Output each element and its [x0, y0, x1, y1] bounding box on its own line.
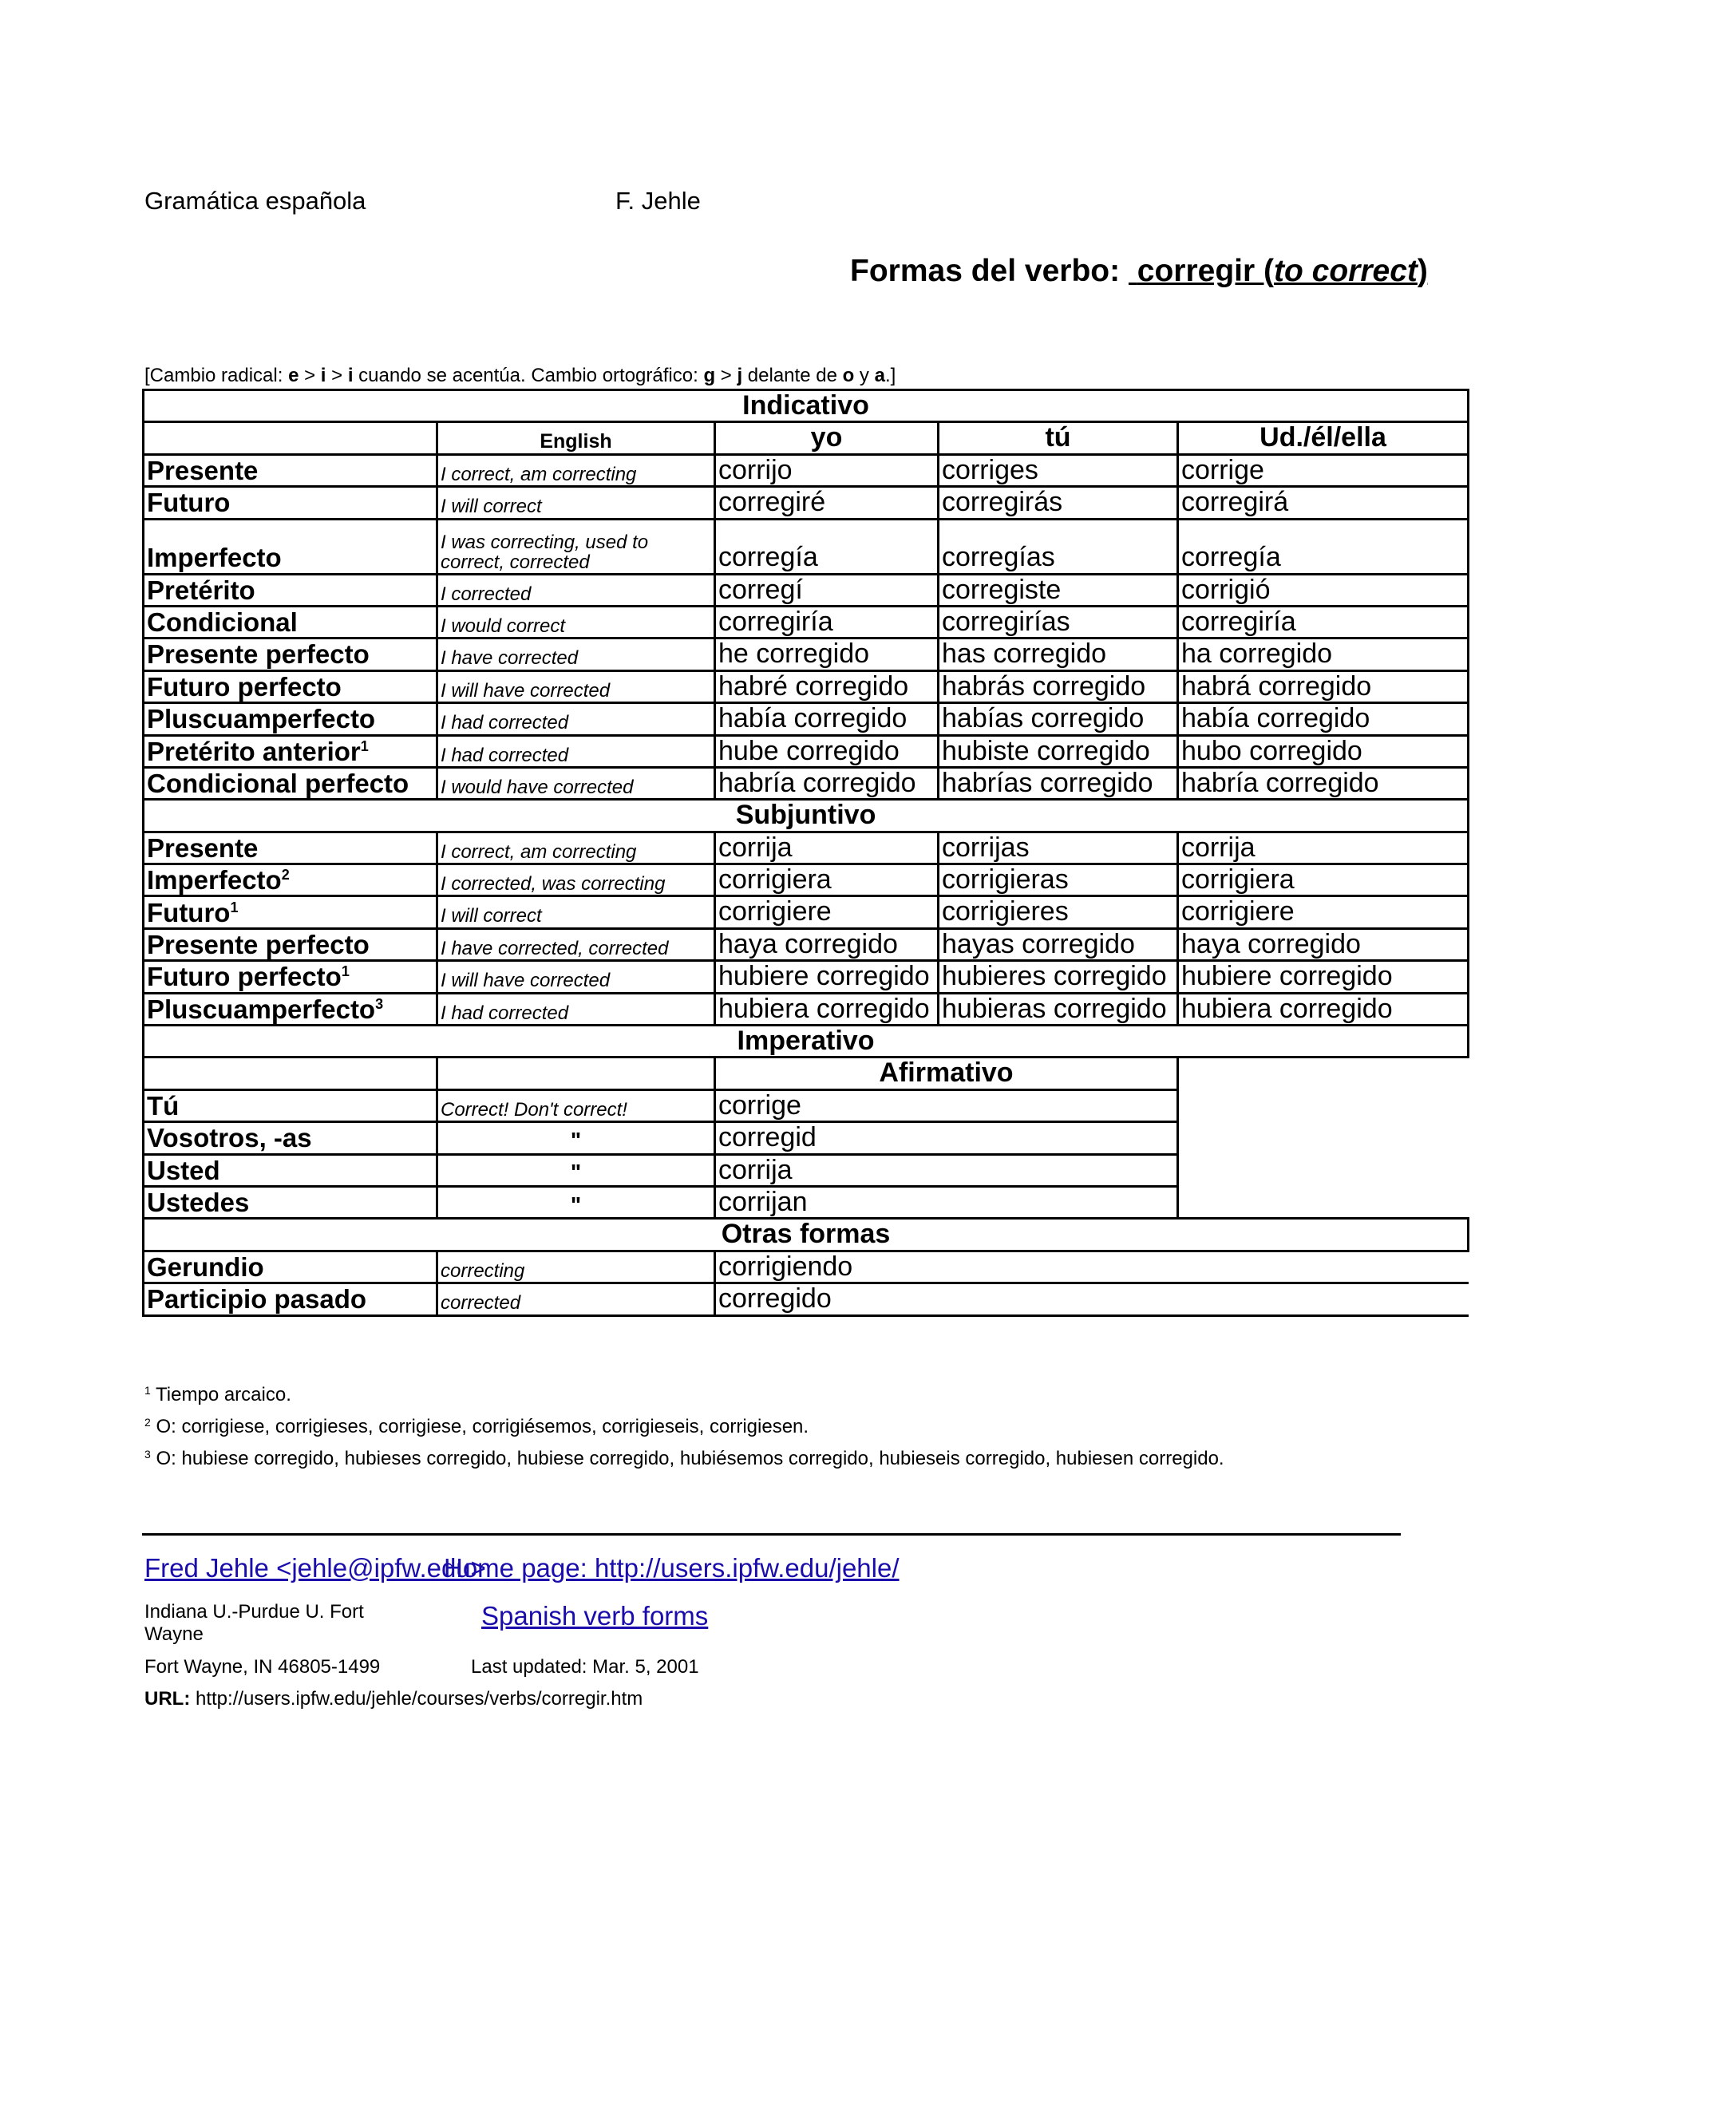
footnote-ref: 1: [360, 737, 369, 754]
english-translation: I had corrected: [437, 703, 715, 735]
note-bold: g: [703, 365, 716, 386]
table-row: [144, 993, 1469, 1025]
table-row: [144, 1089, 1469, 1121]
institution-name: Indiana U.-Purdue U. Fort Wayne: [144, 1601, 364, 1645]
title-verb: [1129, 254, 1428, 288]
tense-name: Condicional perfecto: [147, 769, 409, 798]
form-ud: corrigiera: [1178, 864, 1469, 896]
form-yo: había corregido: [715, 703, 939, 735]
city-address: Fort Wayne, IN 46805-1499: [144, 1656, 381, 1678]
url-value: http://users.ipfw.edu/jehle/courses/verbs/corregir.htm: [190, 1688, 643, 1710]
english-translation: I correct, am correcting: [437, 454, 715, 486]
form-ud: corrigiere: [1178, 896, 1469, 928]
form-yo: habría corregido: [715, 767, 939, 799]
indicativo-header-row: [144, 390, 1469, 422]
tense-label: [144, 832, 437, 864]
title-prefix: Formas del verbo:: [850, 254, 1121, 288]
form-yo: corregí: [715, 574, 939, 606]
form-ud: hubiere corregido: [1178, 961, 1469, 993]
form-name: Gerundio: [144, 1251, 437, 1283]
note-text: .]: [884, 365, 896, 386]
last-updated: Last updated: Mar. 5, 2001: [471, 1656, 699, 1678]
footer-divider: [142, 1533, 1401, 1536]
table-row: [144, 1251, 1469, 1283]
imperative-form: corrija: [715, 1154, 1178, 1186]
tense-name: Presente: [147, 455, 259, 485]
english-translation: I had corrected: [437, 735, 715, 767]
table-row: [144, 1283, 1469, 1315]
table-row: [144, 606, 1469, 638]
table-row: [144, 864, 1469, 896]
table-row: [144, 519, 1469, 574]
english-translation: corrected: [437, 1283, 715, 1315]
section-imperativo-row: [144, 1026, 1469, 1058]
title-meaning: to correct: [1274, 254, 1418, 288]
form-tu: corrigieras: [939, 864, 1178, 896]
section-otras-formas-row: [144, 1219, 1469, 1251]
form-tu: habías corregido: [939, 703, 1178, 735]
tense-label: [144, 487, 437, 519]
form-tu: corregirías: [939, 606, 1178, 638]
form-tu: habrías corregido: [939, 767, 1178, 799]
tense-label: [144, 574, 437, 606]
imperative-form: corregid: [715, 1122, 1178, 1154]
tense-label: [144, 993, 437, 1025]
column-header-yo: yo: [715, 422, 939, 454]
blank-cell: [144, 1058, 437, 1089]
form-ud: hubo corregido: [1178, 735, 1469, 767]
table-row: [144, 703, 1469, 735]
form-yo: hubiere corregido: [715, 961, 939, 993]
tense-name: Futuro perfecto: [147, 671, 342, 702]
tense-name: Futuro perfecto: [147, 962, 342, 992]
form-yo: corrija: [715, 832, 939, 864]
form-yo: corrigiere: [715, 896, 939, 928]
note-bold: i: [347, 365, 354, 386]
blank-cell: [1178, 1154, 1469, 1186]
imperative-form: corrijan: [715, 1186, 1178, 1218]
form-ud: corregirá: [1178, 487, 1469, 519]
footnote-2: [144, 1416, 809, 1438]
english-translation: I would have corrected: [437, 767, 715, 799]
english-translation: Correct! Don't correct!: [437, 1089, 715, 1121]
imperative-person: Tú: [144, 1089, 437, 1121]
afirmativo-header-row: [144, 1058, 1469, 1089]
tense-label: [144, 519, 437, 574]
tense-name: Futuro: [147, 897, 231, 927]
table-row: [144, 574, 1469, 606]
form-ud: corrija: [1178, 832, 1469, 864]
author-name: F. Jehle: [615, 187, 701, 215]
tense-name: Presente: [147, 832, 259, 863]
table-row: [144, 454, 1469, 486]
form-ud: corrige: [1178, 454, 1469, 486]
footnote-mark: 3: [144, 1448, 151, 1461]
form-yo: he corregido: [715, 638, 939, 670]
form-yo: hube corregido: [715, 735, 939, 767]
section-subjuntivo: Subjuntivo: [144, 800, 1469, 832]
blank-cell: [1178, 1058, 1469, 1089]
email-link[interactable]: Fred Jehle <jehle@ipfw.edu>: [144, 1553, 486, 1583]
note-bold: o: [842, 365, 855, 386]
tense-name: Pluscuamperfecto: [147, 994, 376, 1024]
imperative-person: Vosotros, -as: [144, 1122, 437, 1154]
imperative-form: corrige: [715, 1089, 1178, 1121]
form-ud: corregiría: [1178, 606, 1469, 638]
imperative-person: Ustedes: [144, 1186, 437, 1218]
form-ud: había corregido: [1178, 703, 1469, 735]
english-translation: I corrected, was correcting: [437, 864, 715, 896]
form-tu: hubiste corregido: [939, 735, 1178, 767]
english-translation: ": [437, 1122, 715, 1154]
tense-label: [144, 454, 437, 486]
table-row: [144, 767, 1469, 799]
column-header-row: [144, 422, 1469, 454]
note-bold: a: [874, 365, 885, 386]
english-translation: correcting: [437, 1251, 715, 1283]
blank-cell: [1178, 1186, 1469, 1218]
form-ud: hubiera corregido: [1178, 993, 1469, 1025]
english-translation: I was correcting, used to correct, corrected: [437, 519, 715, 574]
english-translation: I have corrected: [437, 638, 715, 670]
english-translation: I will correct: [437, 487, 715, 519]
form-ud: habría corregido: [1178, 767, 1469, 799]
tense-label: [144, 961, 437, 993]
tense-label: [144, 703, 437, 735]
note-text: delante de: [742, 365, 843, 386]
table-row: [144, 1154, 1469, 1186]
tense-label: [144, 606, 437, 638]
form-tu: has corregido: [939, 638, 1178, 670]
form-tu: corriges: [939, 454, 1178, 486]
tense-label: [144, 735, 437, 767]
radical-change-note: [144, 365, 896, 387]
form-tu: corregiste: [939, 574, 1178, 606]
blank-cell: [1178, 1122, 1469, 1154]
table-row: [144, 487, 1469, 519]
english-translation: ": [437, 1154, 715, 1186]
column-header-tu: tú: [939, 422, 1178, 454]
tense-name: Condicional: [147, 607, 298, 638]
tense-label: [144, 670, 437, 702]
section-otras-formas: Otras formas: [144, 1219, 1469, 1251]
title-suffix: ): [1417, 254, 1428, 288]
english-translation: I have corrected, corrected: [437, 928, 715, 960]
tense-label: [144, 928, 437, 960]
english-translation: I will have corrected: [437, 961, 715, 993]
footnote-ref: 1: [230, 899, 239, 915]
url-label: URL:: [144, 1688, 191, 1710]
note-text: cuando se acentúa. Cambio ortográfico:: [353, 365, 704, 386]
form-tu: habrás corregido: [939, 670, 1178, 702]
english-translation: I will correct: [437, 896, 715, 928]
form-yo: corrigiera: [715, 864, 939, 896]
form-yo: corrijo: [715, 454, 939, 486]
form-yo: habré corregido: [715, 670, 939, 702]
footnote-text: Tiempo arcaico.: [150, 1384, 291, 1405]
note-bold: j: [737, 365, 743, 386]
conjugation-table-body: [144, 390, 1469, 1316]
column-header-english: English: [437, 422, 715, 454]
table-row: [144, 735, 1469, 767]
column-header-afirmativo: Afirmativo: [715, 1058, 1178, 1089]
form-ud: haya corregido: [1178, 928, 1469, 960]
form-ud: habrá corregido: [1178, 670, 1469, 702]
tense-name: Pretérito anterior: [147, 736, 361, 766]
course-title: Gramática española: [144, 187, 366, 215]
english-translation: I had corrected: [437, 993, 715, 1025]
note-bold: i: [320, 365, 326, 386]
english-translation: I corrected: [437, 574, 715, 606]
english-translation: ": [437, 1186, 715, 1218]
form-ud: corrigió: [1178, 574, 1469, 606]
imperative-person: Usted: [144, 1154, 437, 1186]
table-row: [144, 1122, 1469, 1154]
tense-label: [144, 864, 437, 896]
form-tu: hubieras corregido: [939, 993, 1178, 1025]
note-text: >: [326, 365, 348, 386]
table-row: [144, 638, 1469, 670]
conjugation-table-wrapper: [142, 389, 1401, 1353]
table-row: [144, 670, 1469, 702]
conjugation-table: [142, 389, 1469, 1317]
home-page-link[interactable]: Home page: http://users.ipfw.edu/jehle/: [444, 1553, 900, 1583]
footnote-3: [144, 1448, 1224, 1470]
note-text: y: [854, 365, 875, 386]
footnote-ref: 1: [341, 963, 350, 980]
section-imperativo: Imperativo: [144, 1026, 1469, 1058]
tense-name: Pretérito: [147, 575, 255, 605]
footnote-ref: 3: [375, 995, 384, 1012]
english-translation: I correct, am correcting: [437, 832, 715, 864]
spanish-verb-forms-link[interactable]: Spanish verb forms: [481, 1601, 709, 1631]
form-tu: corrigieres: [939, 896, 1178, 928]
footnote-mark: 1: [144, 1384, 151, 1397]
tense-name: Futuro: [147, 488, 231, 518]
table-row: [144, 961, 1469, 993]
form-name: Participio pasado: [144, 1283, 437, 1315]
section-subjuntivo-row: [144, 800, 1469, 832]
other-form: corregido: [715, 1283, 1469, 1315]
column-header-ud: Ud./él/ella: [1178, 422, 1469, 454]
footnote-text: O: hubiese corregido, hubieses corregido, hubiese corregido, hubiésemos corregido, hubieseis corregido, hubiesen corregido.: [150, 1448, 1224, 1469]
section-indicativo: Indicativo: [144, 390, 1469, 422]
tense-name: Pluscuamperfecto: [147, 704, 376, 734]
form-tu: corregías: [939, 519, 1178, 574]
form-yo: corregiré: [715, 487, 939, 519]
english-translation: I will have corrected: [437, 670, 715, 702]
other-form: corrigiendo: [715, 1251, 1469, 1283]
tense-name: Imperfecto: [147, 543, 282, 573]
form-tu: hubieres corregido: [939, 961, 1178, 993]
form-tu: corregirás: [939, 487, 1178, 519]
column-header-blank: [144, 422, 437, 454]
english-translation: I would correct: [437, 606, 715, 638]
table-row: [144, 832, 1469, 864]
form-yo: corregiría: [715, 606, 939, 638]
tense-name: Imperfecto: [147, 865, 282, 895]
form-yo: haya corregido: [715, 928, 939, 960]
page-url: [144, 1688, 643, 1710]
table-row: [144, 1186, 1469, 1218]
form-ud: corregía: [1178, 519, 1469, 574]
form-ud: ha corregido: [1178, 638, 1469, 670]
page-title: [850, 254, 1736, 289]
note-text: >: [715, 365, 738, 386]
tense-label: [144, 896, 437, 928]
tense-name: Presente perfecto: [147, 639, 370, 670]
tense-label: [144, 767, 437, 799]
table-row: [144, 896, 1469, 928]
footnote-text: O: corrigiese, corrigieses, corrigiese, corrigiésemos, corrigieseis, corrigiesen.: [150, 1416, 809, 1437]
note-text: >: [299, 365, 321, 386]
note-text: [Cambio radical:: [144, 365, 289, 386]
table-row: [144, 928, 1469, 960]
footnote-ref: 2: [281, 867, 290, 884]
tense-name: Presente perfecto: [147, 929, 370, 959]
title-verb-text: corregir (: [1137, 254, 1274, 288]
footnote-mark: 2: [144, 1416, 151, 1429]
blank-cell: [1178, 1089, 1469, 1121]
tense-label: [144, 638, 437, 670]
form-tu: hayas corregido: [939, 928, 1178, 960]
blank-cell: [437, 1058, 715, 1089]
form-yo: corregía: [715, 519, 939, 574]
footnote-1: [144, 1384, 291, 1406]
note-bold: e: [288, 365, 299, 386]
form-yo: hubiera corregido: [715, 993, 939, 1025]
form-tu: corrijas: [939, 832, 1178, 864]
